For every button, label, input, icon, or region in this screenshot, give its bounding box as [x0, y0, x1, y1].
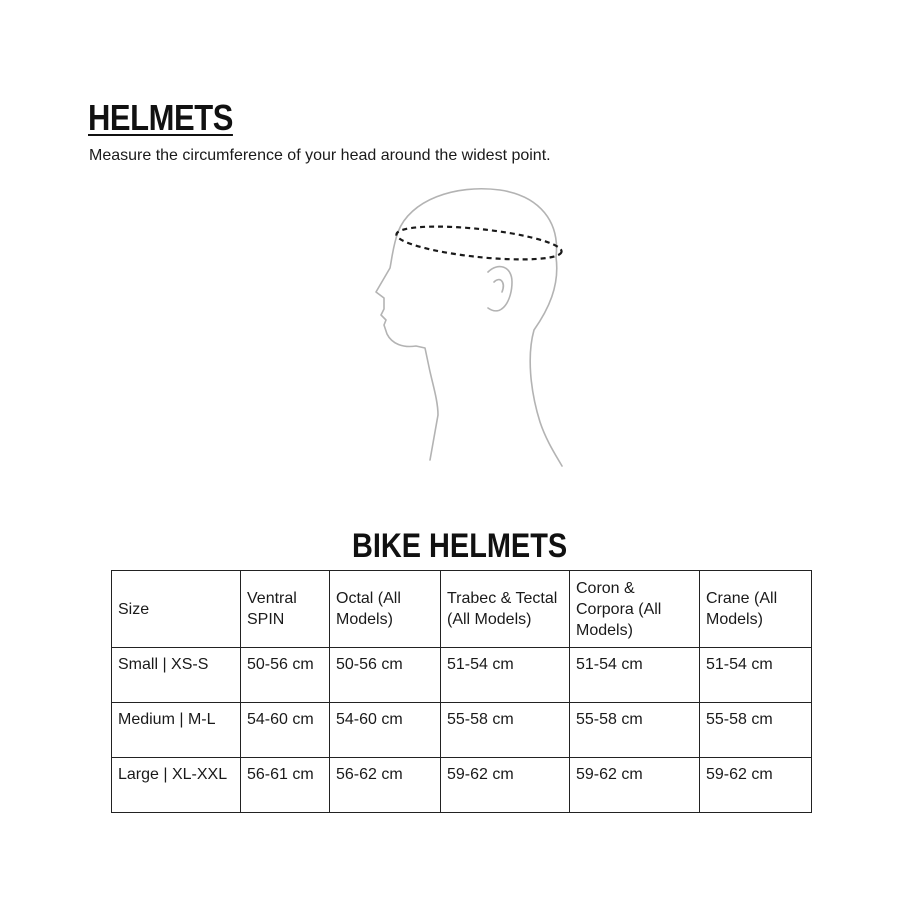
ear-inner [494, 280, 503, 292]
table-cell: 51-54 cm [700, 648, 812, 703]
header-coron-corpora: Coron & Corpora (All Models) [570, 571, 700, 648]
table-cell: 56-61 cm [241, 758, 330, 813]
table-cell: 50-56 cm [330, 648, 441, 703]
table-row [112, 703, 812, 758]
header-crane: Crane (All Models) [700, 571, 812, 648]
table-cell: 55-58 cm [441, 703, 570, 758]
header-trabec-tectal: Trabec & Tectal (All Models) [441, 571, 570, 648]
table-row [112, 648, 812, 703]
head-outline-back [530, 257, 562, 466]
table-cell: 51-54 cm [441, 648, 570, 703]
measuring-tape-line [395, 220, 563, 265]
table-cell: Medium | M-L [112, 703, 241, 758]
ear-outline [488, 267, 512, 311]
table-cell: 54-60 cm [241, 703, 330, 758]
header-octal: Octal (All Models) [330, 571, 441, 648]
table-row [112, 758, 812, 813]
table-cell: 59-62 cm [441, 758, 570, 813]
table-cell: 54-60 cm [330, 703, 441, 758]
table-title-text: BIKE HELMETS [352, 527, 568, 565]
table-cell: Small | XS-S [112, 648, 241, 703]
table-cell: 59-62 cm [700, 758, 812, 813]
table-title [0, 524, 920, 568]
table-cell: 55-58 cm [570, 703, 700, 758]
header-size: Size [112, 571, 241, 648]
page-subtitle: Measure the circumference of your head around the widest point. [89, 147, 551, 164]
table-cell: Large | XL-XXL [112, 758, 241, 813]
table-cell: 55-58 cm [700, 703, 812, 758]
table-cell: 56-62 cm [330, 758, 441, 813]
header-ventral-spin: Ventral SPIN [241, 571, 330, 648]
head-measure-illustration [360, 180, 590, 480]
table-cell: 59-62 cm [570, 758, 700, 813]
size-chart-table [111, 570, 812, 813]
table-header-row [112, 571, 812, 648]
page-title: HELMETS [88, 97, 233, 138]
table-cell: 51-54 cm [570, 648, 700, 703]
table-cell: 50-56 cm [241, 648, 330, 703]
